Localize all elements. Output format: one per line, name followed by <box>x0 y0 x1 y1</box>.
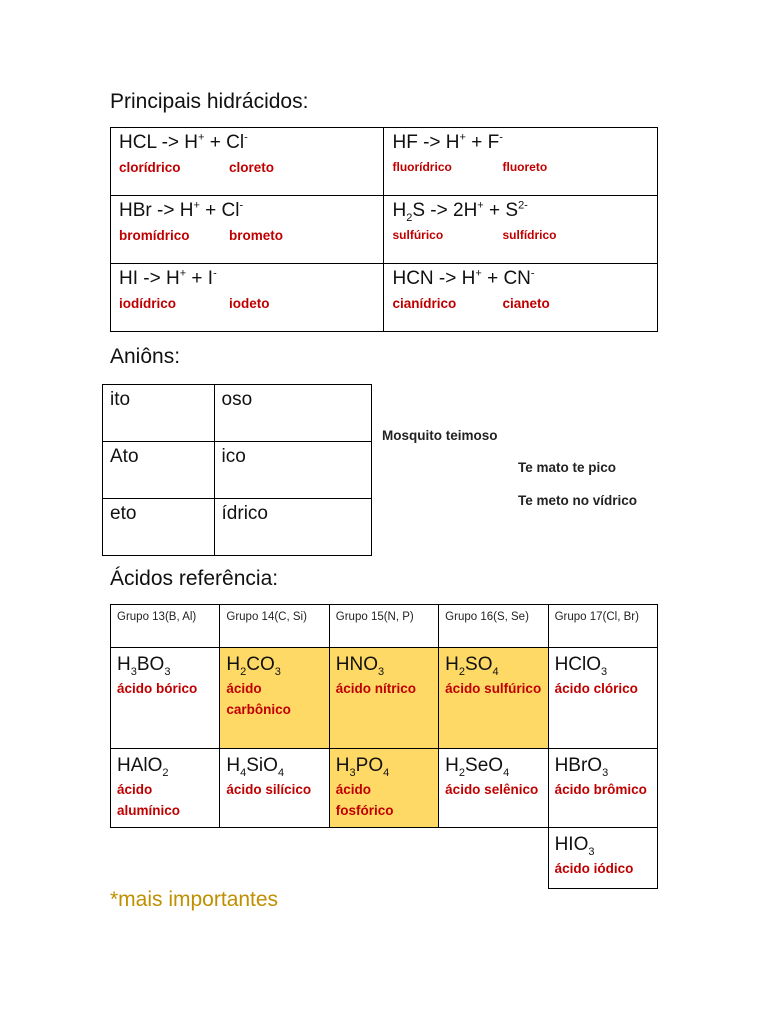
anions-title: Aniôns: <box>110 345 181 368</box>
hidr-cell: HF -> H+ + F- fluorídrico fluoreto <box>384 128 658 196</box>
group-header: Grupo 15(N, P) <box>329 605 438 648</box>
acid-cell-important: $H_3PO_4$ ácido fosfórico <box>329 749 438 828</box>
anion-cell: oso <box>214 385 371 442</box>
hidr-cell: HI -> H+ + I- iodídrico iodeto <box>111 264 384 332</box>
important-note: *mais importantes <box>110 888 279 911</box>
hidr-cell: HCL -> H+ + Cl- clorídrico cloreto <box>111 128 384 196</box>
acid-cell: $H_2SeO_4$ ácido selênico <box>439 749 548 828</box>
hidr-cell: HBr -> H+ + Cl- bromídrico brometo <box>111 196 384 264</box>
acid-cell: HAlO$_2$ ácido alumínico <box>111 749 220 828</box>
group-header: Grupo 16(S, Se) <box>439 605 548 648</box>
anion-cell: Ato <box>103 442 215 499</box>
empty-cell <box>220 828 329 889</box>
anion-cell: ico <box>214 442 371 499</box>
anion-cell: ito <box>103 385 215 442</box>
acid-cell: HClO$_3$ ácido clórico <box>548 648 657 749</box>
acid-cell-important: $H_2CO_3$ ácido carbônico <box>220 648 329 749</box>
hidracidos-title: Principais hidrácidos: <box>110 90 309 113</box>
acid-cell: HBrO$_3$ ácido brômico <box>548 749 657 828</box>
acid-cell-important: $H_2SO_4$ ácido sulfúrico <box>439 648 548 749</box>
anion-cell: eto <box>103 499 215 556</box>
group-header: Grupo 13(B, Al) <box>111 605 220 648</box>
hidracidos-table <box>110 127 658 332</box>
empty-cell <box>439 828 548 889</box>
group-header: Grupo 17(Cl, Br) <box>548 605 657 648</box>
acid-cell-important: $HNO_3$ ácido nítrico <box>329 648 438 749</box>
mnemonic-2: Te mato te pico <box>518 460 617 475</box>
group-header: Grupo 14(C, Si) <box>220 605 329 648</box>
acid-cell: $HIO_3$ ácido iódico <box>548 828 657 889</box>
mnemonic-3: Te meto no vídrico <box>518 493 638 508</box>
acidos-title: Ácidos referência: <box>110 567 279 590</box>
empty-cell <box>111 828 220 889</box>
empty-cell <box>329 828 438 889</box>
acid-cell: $H_3BO_3$ ácido bórico <box>111 648 220 749</box>
anions-table <box>102 384 372 556</box>
mnemonic-1: Mosquito teimoso <box>382 428 498 443</box>
acidos-table <box>110 604 658 889</box>
hidr-cell: $H_2S -> 2H^+ + S^{2-}$ sulfúrico sulfídrico <box>384 196 658 264</box>
anion-cell: ídrico <box>214 499 371 556</box>
hidr-cell: HCN -> H+ + CN- cianídrico cianeto <box>384 264 658 332</box>
acid-cell: $H_4SiO_4$ ácido silícico <box>220 749 329 828</box>
